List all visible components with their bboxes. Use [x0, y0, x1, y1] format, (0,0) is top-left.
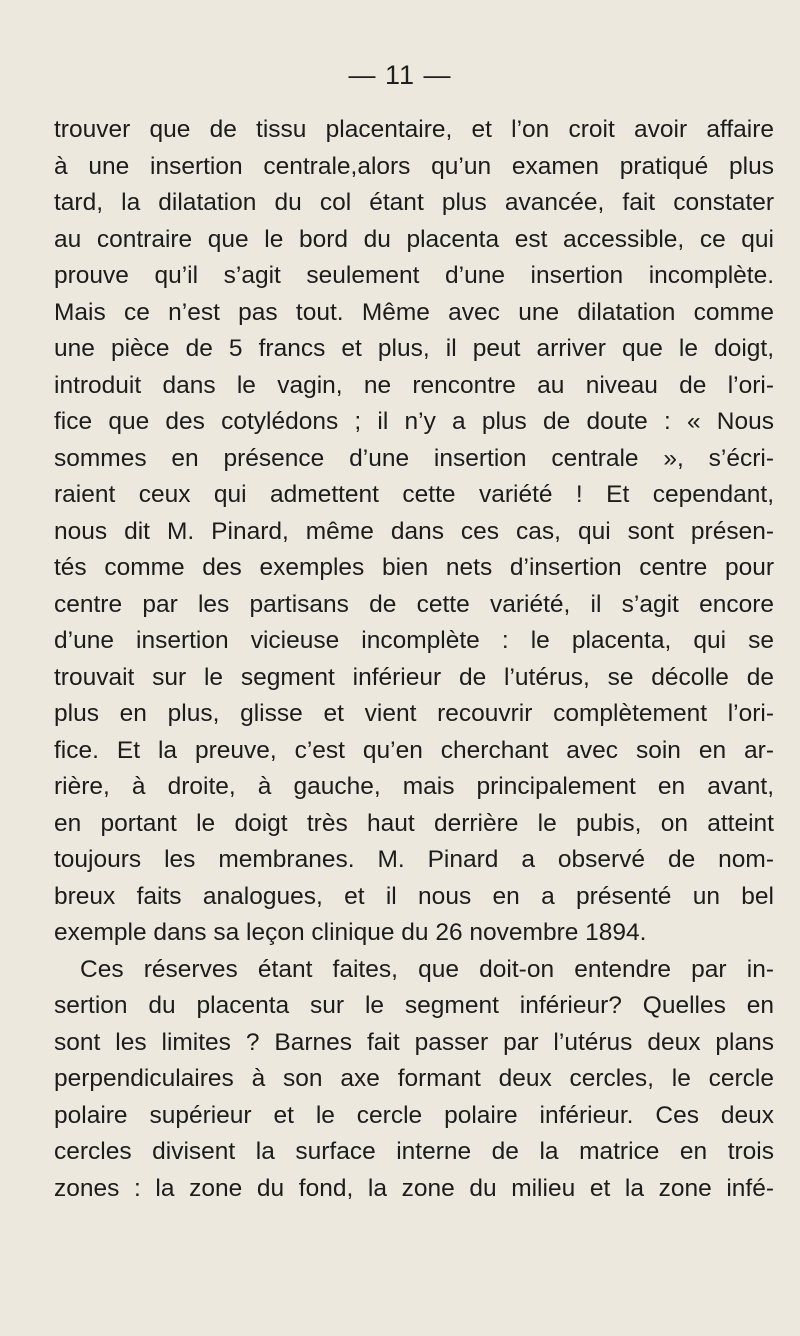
text-line: prouve qu’il s’agit seulement d’une insertion incomplète. [54, 262, 774, 289]
text-line: exemple dans sa leçon clinique du 26 novembre 1894. [54, 919, 647, 946]
text-line: en portant le doigt très haut derrière le pubis, on atteint [54, 809, 774, 837]
text-line: fice que des cotylédons ; il n’y a plus de doute : « Nous [54, 408, 774, 435]
body-text [54, 112, 774, 1207]
text-line: d’une insertion vicieuse incomplète : le placenta, qui se [54, 627, 774, 654]
text-line: Ces réserves étant faites, que doit-on entendre par in- [80, 955, 774, 983]
text-line: toujours les membranes. M. Pinard a observé de nom- [54, 846, 774, 873]
text-line: zones : la zone du fond, la zone du milieu et la zone infé- [54, 1174, 774, 1202]
text-line: sont les limites ? Barnes fait passer par l’utérus deux plans [54, 1028, 774, 1056]
text-line: fice. Et la preuve, c’est qu’en cherchant avec soin en ar- [54, 736, 774, 764]
text-line: polaire supérieur et le cercle polaire inférieur. Ces deux [54, 1101, 774, 1129]
text-line: à une insertion centrale,alors qu’un examen pratiqué plus [54, 152, 774, 180]
text-line: rière, à droite, à gauche, mais principalement en avant, [54, 773, 774, 800]
text-line: trouver que de tissu placentaire, et l’on croit avoir affaire [54, 116, 774, 143]
text-line: sommes en présence d’une insertion centrale », s’écri- [54, 444, 774, 472]
text-line: introduit dans le vagin, ne rencontre au niveau de l’ori- [54, 371, 774, 399]
text-line: centre par les partisans de cette variété, il s’agit encore [54, 590, 774, 618]
text-line: au contraire que le bord du placenta est accessible, ce qui [54, 225, 774, 253]
text-line: Mais ce n’est pas tout. Même avec une dilatation comme [54, 298, 774, 326]
page-number: — 11 — [348, 60, 452, 90]
text-line: raient ceux qui admettent cette variété ! Et cependant, [54, 481, 774, 508]
text-line: une pièce de 5 francs et plus, il peut arriver que le doigt, [54, 335, 774, 362]
text-line: breux faits analogues, et il nous en a présenté un bel [54, 882, 774, 910]
text-line: sertion du placenta sur le segment inférieur? Quelles en [54, 992, 774, 1019]
text-line: cercles divisent la surface interne de la matrice en trois [54, 1138, 774, 1165]
text-line: tard, la dilatation du col étant plus avancée, fait constater [54, 189, 774, 216]
text-line: plus en plus, glisse et vient recouvrir complètement l’ori- [54, 700, 774, 727]
text-line: tés comme des exemples bien nets d’insertion centre pour [54, 554, 774, 581]
text-line: trouvait sur le segment inférieur de l’utérus, se décolle de [54, 663, 774, 691]
text-line: nous dit M. Pinard, même dans ces cas, qui sont présen- [54, 517, 774, 545]
text-line: perpendiculaires à son axe formant deux cercles, le cercle [54, 1065, 774, 1092]
